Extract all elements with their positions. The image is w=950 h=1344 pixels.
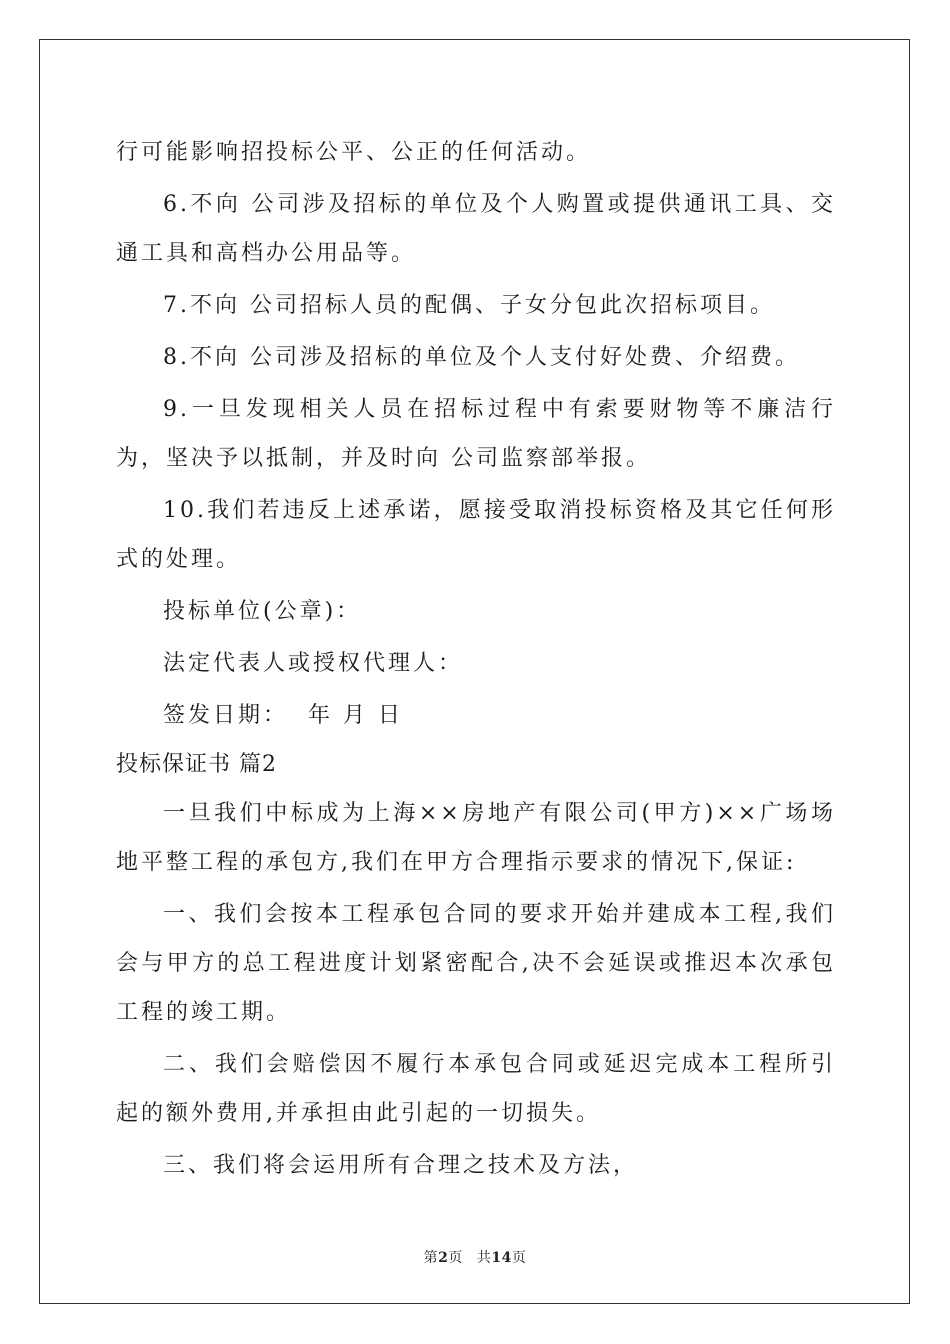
signature-date: 签发日期： 年 月 日 bbox=[163, 703, 403, 728]
footer-page-number: 2 bbox=[438, 1250, 449, 1266]
footer-total-prefix: 共 bbox=[476, 1250, 492, 1266]
paragraph-item-7: 7.不向 公司招标人员的配偶、子女分包此次招标项目。 bbox=[163, 293, 775, 318]
signature-representative: 法定代表人或授权代理人： bbox=[163, 651, 464, 676]
paragraph-guarantee-3: 三、我们将会运用所有合理之技术及方法， bbox=[163, 1153, 639, 1178]
paragraph-guarantee-2: 二、我们会赔偿因不履行本承包合同或延迟完成本工程所引起的额外费用,并承担由此引起的一切损失。 bbox=[116, 1052, 836, 1126]
signature-bidder-unit: 投标单位(公章)： bbox=[163, 599, 362, 624]
footer-page-prefix: 第 bbox=[423, 1250, 439, 1266]
section-heading: 投标保证书 篇2 bbox=[116, 752, 277, 777]
paragraph-guarantee-intro: 一旦我们中标成为上海××房地产有限公司(甲方)××广场场地平整工程的承包方,我们在甲方合理指示要求的情况下,保证: bbox=[116, 801, 836, 875]
paragraph-item-6: 6.不向 公司涉及招标的单位及个人购置或提供通讯工具、交通工具和高档办公用品等。 bbox=[116, 192, 836, 266]
document-body bbox=[116, 128, 836, 1190]
paragraph-item-8: 8.不向 公司涉及招标的单位及个人支付好处费、介绍费。 bbox=[163, 345, 800, 370]
paragraph-item-9: 9.一旦发现相关人员在招标过程中有索要财物等不廉洁行为，坚决予以抵制，并及时向 公司监察部举报。 bbox=[116, 397, 836, 471]
footer-total-suffix: 页 bbox=[511, 1250, 527, 1266]
paragraph-item-10: 10.我们若违反上述承诺，愿接受取消投标资格及其它任何形式的处理。 bbox=[116, 498, 836, 572]
paragraph-guarantee-1: 一、我们会按本工程承包合同的要求开始并建成本工程,我们会与甲方的总工程进度计划紧密配合,决不会延误或推迟本次承包工程的竣工期。 bbox=[116, 902, 836, 1025]
paragraph-continuation: 行可能影响招投标公平、公正的任何活动。 bbox=[116, 140, 592, 165]
page-footer bbox=[0, 1247, 950, 1267]
footer-page-suffix: 页 bbox=[448, 1250, 463, 1266]
footer-total-pages: 14 bbox=[491, 1250, 512, 1266]
